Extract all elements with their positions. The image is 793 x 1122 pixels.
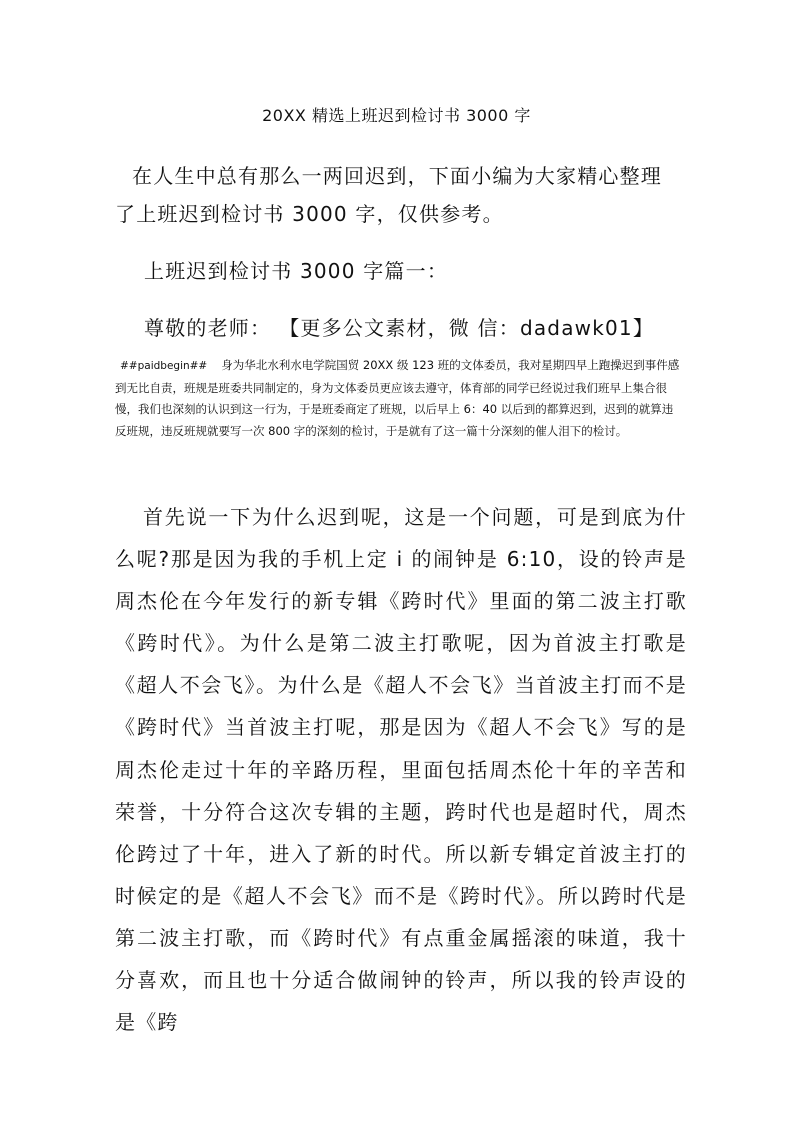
section-heading: 上班迟到检讨书 3000 字篇一： (144, 259, 449, 283)
small-paragraph-text: 身为华北水利水电学院国贸 20XX 级 123 班的文体委员，我对星期四早上跑操迟到事件感到无比自责，班规是班委共同制定的，身为文体委员更应该去遵守，体育部的同学已经说过我们班早上集合很慢，我们也深刻的认识到这一行为，于是班委商定了班规，以后早上 6：40 以后到的都算迟到，迟到的就算违反班规，违反班规就要写一次 800 字的深刻的检讨，于是就有了这一篇十分深刻的催人泪下的检讨。 (115, 358, 680, 438)
intro-line-1: 在人生中总有那么一两回迟到，下面小编为大家精心整理 (132, 164, 662, 188)
promo-note: 【更多公文素材，微 信：dadawk01】 (289, 316, 655, 340)
intro-paragraph (115, 157, 695, 233)
salutation-line (144, 313, 654, 343)
intro-line-2: 了上班迟到检讨书 3000 字，仅供参考。 (115, 202, 504, 226)
salutation: 尊敬的老师： (144, 316, 272, 340)
document-title: 20XX 精选上班迟到检讨书 3000 字 (262, 106, 531, 125)
paid-marker: ##paidbegin## (120, 360, 208, 372)
main-paragraph: 首先说一下为什么迟到呢，这是一个问题，可是到底为什么呢?那是因为我的手机上定 i 的闹钟是 6:10，设的铃声是周杰伦在今年发行的新专辑《跨时代》里面的第二波主打歌《跨时代》。为什么是第二波主打歌呢，因为首波主打歌是《超人不会飞》。为什么是《超人不会飞》当首波主打而不是《跨时代》当首波主打呢，那是因为《超人不会飞》写的是周杰伦走过十年的辛路历程，里面包括周杰伦十年的辛苦和荣誉，十分符合这次专辑的主题，跨时代也是超时代，周杰伦跨过了十年，进入了新的时代。所以新专辑定首波主打的时候定的是《超人不会飞》而不是《跨时代》。所以跨时代是第二波主打歌，而《跨时代》有点重金属摇滚的味道，我十分喜欢，而且也十分适合做闹钟的铃声，所以我的铃声设的是《跨 (115, 505, 687, 1035)
small-paragraph (115, 355, 680, 442)
